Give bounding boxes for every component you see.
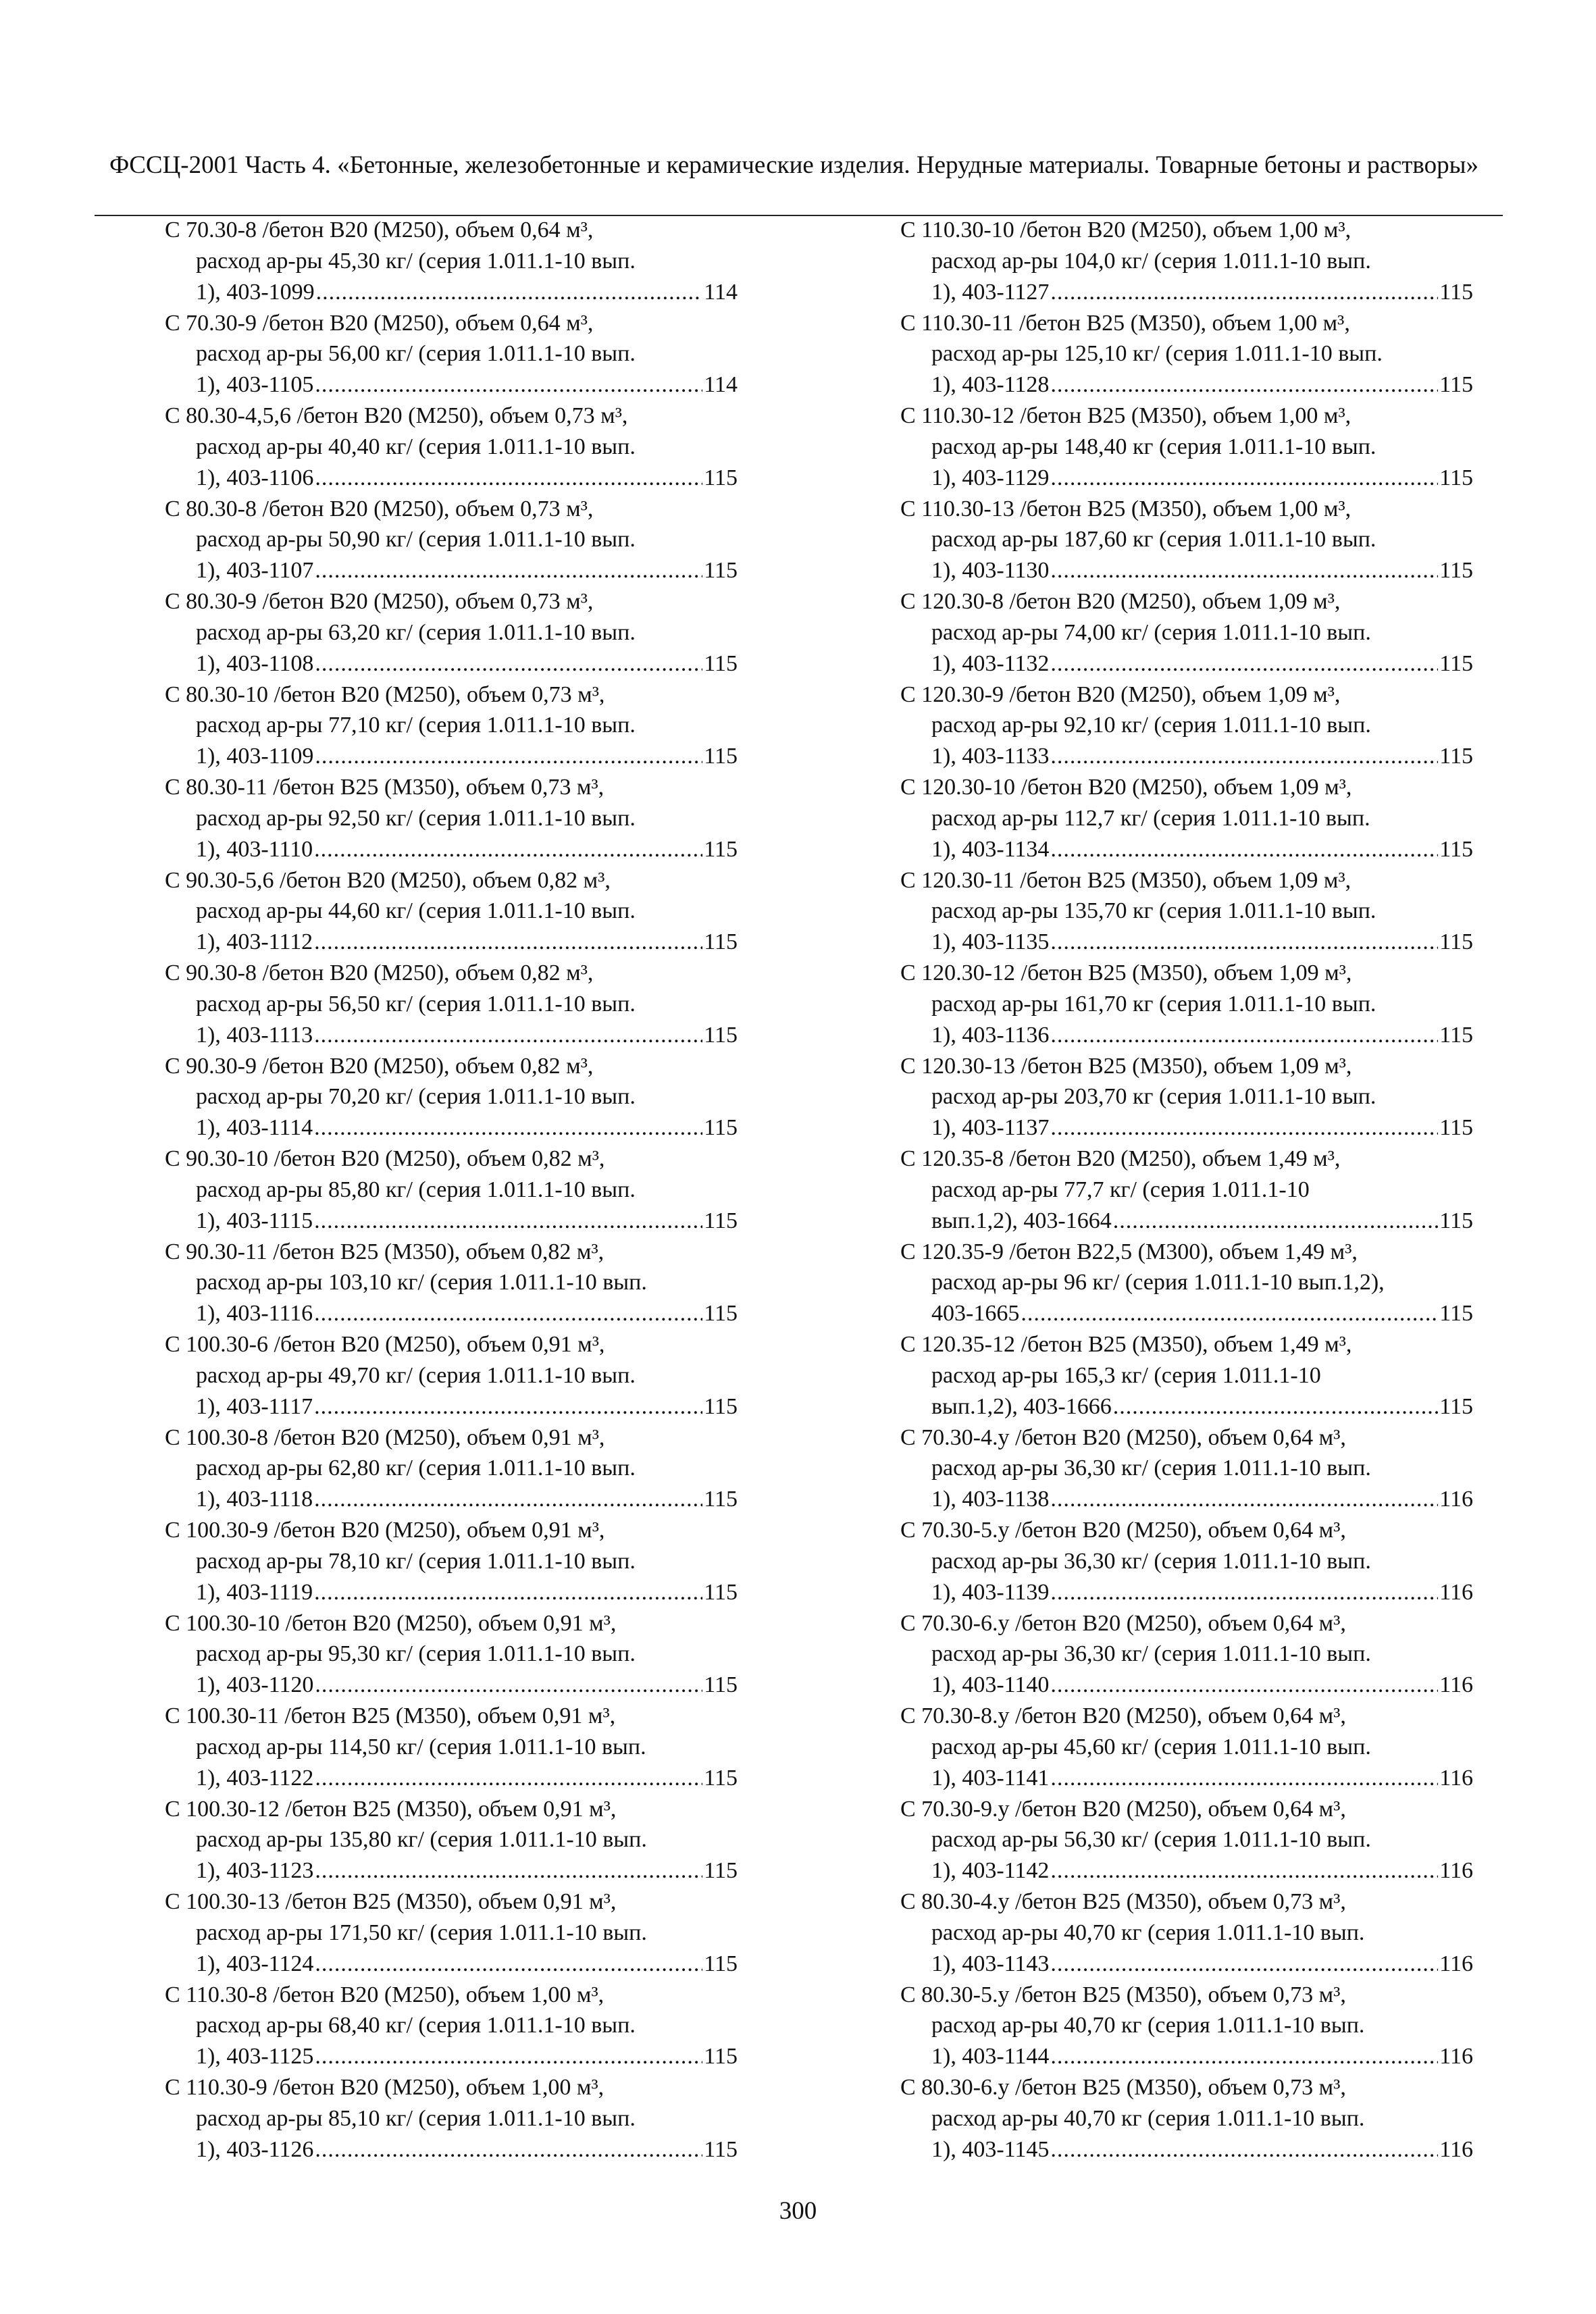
- entry-reinforcement: расход ар-ры 77,7 кг/ (серия 1.011.1-10: [931, 1177, 1310, 1202]
- entry-designation: С 90.30-10 /бетон В20 (М250), объем 0,82 м³,: [165, 1146, 605, 1171]
- index-entry: [165, 494, 738, 587]
- entry-code: 1), 403-1143: [931, 1951, 1050, 1976]
- entry-page-ref: 116: [1439, 2044, 1473, 2069]
- dot-leader: [315, 369, 702, 401]
- entry-designation: С 120.30-9 /бетон В20 (М250), объем 1,09 м³,: [900, 682, 1341, 707]
- entry-code: 1), 403-1105: [196, 372, 314, 398]
- entry-designation: С 120.30-12 /бетон В25 (М350), объем 1,09 м³,: [900, 960, 1352, 985]
- entry-designation: С 100.30-13 /бетон В25 (М350), объем 0,91 м³,: [165, 1889, 617, 1914]
- entry-code: 1), 403-1140: [931, 1672, 1050, 1698]
- entry-page-ref: 115: [704, 744, 738, 769]
- entry-code: 1), 403-1117: [196, 1393, 313, 1419]
- dot-leader: [1050, 1577, 1438, 1608]
- entry-code: 1), 403-1132: [931, 650, 1050, 676]
- dot-leader: [1113, 1391, 1439, 1422]
- entry-page-ref: 116: [1439, 1858, 1473, 1884]
- entry-page-ref: 114: [704, 279, 738, 305]
- entry-designation: С 100.30-8 /бетон В20 (М250), объем 0,91 м³,: [165, 1424, 605, 1450]
- entry-designation: С 70.30-6.у /бетон В20 (М250), объем 0,64 м³,: [900, 1610, 1346, 1636]
- index-entry: [165, 1422, 738, 1516]
- dot-leader: [1050, 1855, 1438, 1886]
- index-entry: [900, 1422, 1473, 1516]
- entry-page-ref: 115: [704, 1579, 738, 1605]
- entry-page-ref: 115: [1439, 650, 1473, 676]
- dot-leader: [314, 927, 702, 958]
- index-entry: [165, 1143, 738, 1237]
- entry-page-ref: 115: [704, 1672, 738, 1698]
- entry-designation: С 120.30-13 /бетон В25 (М350), объем 1,09 м³,: [900, 1053, 1352, 1079]
- entry-reinforcement: расход ар-ры 148,40 кг (серия 1.011.1-10 вып.: [931, 434, 1376, 459]
- entry-page-ref: 115: [704, 836, 738, 862]
- entry-reinforcement: расход ар-ры 49,70 кг/ (серия 1.011.1-10 вып.: [196, 1362, 636, 1388]
- entry-page-ref: 115: [704, 2136, 738, 2162]
- entry-page-ref: 116: [1439, 2136, 1473, 2162]
- entry-code: вып.1,2), 403-1664: [931, 1208, 1112, 1233]
- entry-code: 1), 403-1136: [931, 1022, 1050, 1048]
- entry-code: 1), 403-1106: [196, 465, 314, 490]
- entry-code: вып.1,2), 403-1666: [931, 1393, 1112, 1419]
- index-entry: [165, 215, 738, 308]
- entry-reinforcement: расход ар-ры 40,70 кг (серия 1.011.1-10 вып.: [931, 1920, 1365, 1945]
- entry-reinforcement: расход ар-ры 125,10 кг/ (серия 1.011.1-10 вып.: [931, 341, 1383, 367]
- index-entry: [165, 308, 738, 401]
- entry-page-ref: 115: [704, 465, 738, 490]
- entry-designation: С 110.30-8 /бетон В20 (М250), объем 1,00 м³,: [165, 1982, 604, 2007]
- entry-designation: С 120.35-12 /бетон В25 (М350), объем 1,49 м³,: [900, 1332, 1352, 1357]
- entry-page-ref: 116: [1439, 1579, 1473, 1605]
- entry-code: 1), 403-1108: [196, 650, 314, 676]
- entry-page-ref: 115: [704, 1858, 738, 1884]
- entry-page-ref: 115: [1439, 372, 1473, 398]
- dot-leader: [1050, 555, 1438, 586]
- entry-designation: С 70.30-8.у /бетон В20 (М250), объем 0,64 м³,: [900, 1703, 1346, 1728]
- entry-code: 1), 403-1124: [196, 1951, 314, 1976]
- entry-page-ref: 115: [704, 1951, 738, 1976]
- index-entry: [900, 1051, 1473, 1144]
- entry-code: 1), 403-1138: [931, 1487, 1050, 1512]
- entry-code: 1), 403-1116: [196, 1301, 313, 1327]
- dot-leader: [1050, 463, 1438, 494]
- entry-designation: С 100.30-11 /бетон В25 (М350), объем 0,91 м³,: [165, 1703, 616, 1728]
- dot-leader: [1050, 369, 1438, 401]
- entry-code: 1), 403-1135: [931, 929, 1050, 955]
- entry-page-ref: 115: [1439, 744, 1473, 769]
- entry-reinforcement: расход ар-ры 44,60 кг/ (серия 1.011.1-10 вып.: [196, 898, 636, 924]
- entry-code: 1), 403-1125: [196, 2044, 314, 2069]
- index-entry: [900, 586, 1473, 679]
- index-entry: [165, 772, 738, 865]
- dot-leader: [315, 1670, 702, 1701]
- index-entry: [165, 586, 738, 679]
- entry-designation: С 80.30-5.у /бетон В25 (М350), объем 0,73 м³,: [900, 1982, 1346, 2007]
- dot-leader: [315, 1949, 702, 1980]
- entry-page-ref: 115: [704, 1208, 738, 1233]
- entry-designation: С 70.30-9 /бетон В20 (М250), объем 0,64 м³,: [165, 310, 594, 336]
- entry-designation: С 100.30-9 /бетон В20 (М250), объем 0,91 м³,: [165, 1518, 605, 1543]
- dot-leader: [1050, 1670, 1438, 1701]
- index-entry: [900, 679, 1473, 773]
- entry-reinforcement: расход ар-ры 50,90 кг/ (серия 1.011.1-10 вып.: [196, 527, 636, 552]
- entry-page-ref: 115: [1439, 1393, 1473, 1419]
- entry-designation: С 110.30-12 /бетон В25 (М350), объем 1,00 м³,: [900, 403, 1352, 428]
- entry-reinforcement: расход ар-ры 85,10 кг/ (серия 1.011.1-10 вып.: [196, 2105, 636, 2131]
- index-entry: [165, 1608, 738, 1701]
- entry-reinforcement: расход ар-ры 95,30 кг/ (серия 1.011.1-10 вып.: [196, 1641, 636, 1667]
- entry-reinforcement: расход ар-ры 62,80 кг/ (серия 1.011.1-10 вып.: [196, 1456, 636, 1481]
- index-entry: [900, 308, 1473, 401]
- dot-leader: [1050, 741, 1438, 772]
- index-entry: [900, 215, 1473, 308]
- right-column: [900, 215, 1473, 2165]
- dot-leader: [314, 1577, 702, 1608]
- entry-reinforcement: расход ар-ры 56,50 кг/ (серия 1.011.1-10 вып.: [196, 991, 636, 1017]
- entry-page-ref: 115: [704, 1115, 738, 1141]
- entry-code: 1), 403-1129: [931, 465, 1050, 490]
- entry-reinforcement: расход ар-ры 85,80 кг/ (серия 1.011.1-10 вып.: [196, 1177, 636, 1202]
- entry-code: 1), 403-1126: [196, 2136, 314, 2162]
- entry-code: 1), 403-1127: [931, 279, 1050, 305]
- dot-leader: [315, 1855, 702, 1886]
- entry-reinforcement: расход ар-ры 104,0 кг/ (серия 1.011.1-10 вып.: [931, 248, 1371, 274]
- entry-reinforcement: расход ар-ры 203,70 кг (серия 1.011.1-10 вып.: [931, 1084, 1376, 1110]
- dot-leader: [1050, 834, 1438, 865]
- entry-designation: С 80.30-8 /бетон В20 (М250), объем 0,73 м³,: [165, 496, 594, 521]
- entry-reinforcement: расход ар-ры 161,70 кг (серия 1.011.1-10 вып.: [931, 991, 1376, 1017]
- entry-designation: С 80.30-10 /бетон В20 (М250), объем 0,73 м³,: [165, 682, 605, 707]
- entry-code: 1), 403-1130: [931, 558, 1050, 584]
- index-entry: [900, 1143, 1473, 1237]
- index-entry: [900, 1794, 1473, 1887]
- entry-code: 1), 403-1110: [196, 836, 313, 862]
- entry-designation: С 80.30-9 /бетон В20 (М250), объем 0,73 м³,: [165, 589, 594, 614]
- index-entry: [900, 1329, 1473, 1422]
- entry-reinforcement: расход ар-ры 92,50 кг/ (серия 1.011.1-10 вып.: [196, 805, 636, 831]
- entry-page-ref: 115: [704, 1022, 738, 1048]
- entry-reinforcement: расход ар-ры 74,00 кг/ (серия 1.011.1-10 вып.: [931, 619, 1371, 645]
- entry-page-ref: 116: [1439, 1672, 1473, 1698]
- entry-designation: С 100.30-10 /бетон В20 (М250), объем 0,91 м³,: [165, 1610, 617, 1636]
- index-entry: [900, 1515, 1473, 1608]
- dot-leader: [316, 277, 703, 308]
- dot-leader: [315, 555, 702, 586]
- index-entry: [900, 1701, 1473, 1794]
- dot-leader: [314, 834, 702, 865]
- dot-leader: [315, 2134, 702, 2165]
- entry-designation: С 90.30-9 /бетон В20 (М250), объем 0,82 м³,: [165, 1053, 594, 1079]
- dot-leader: [1050, 648, 1438, 679]
- entry-page-ref: 115: [704, 650, 738, 676]
- entry-page-ref: 115: [704, 2044, 738, 2069]
- entry-reinforcement: расход ар-ры 96 кг/ (серия 1.011.1-10 вып.1,2),: [931, 1270, 1385, 1295]
- entry-designation: С 120.35-8 /бетон В20 (М250), объем 1,49 м³,: [900, 1146, 1341, 1171]
- index-entry: [900, 772, 1473, 865]
- dot-leader: [1050, 277, 1438, 308]
- entry-reinforcement: расход ар-ры 92,10 кг/ (серия 1.011.1-10 вып.: [931, 713, 1371, 738]
- index-entry: [165, 2072, 738, 2165]
- entry-code: 1), 403-1109: [196, 744, 314, 769]
- entry-designation: С 80.30-4,5,6 /бетон В20 (М250), объем 0,73 м³,: [165, 403, 628, 428]
- index-entry: [900, 1980, 1473, 2073]
- dot-leader: [1050, 2041, 1438, 2072]
- entry-code: 1), 403-1119: [196, 1579, 313, 1605]
- page-number: 300: [779, 2197, 817, 2225]
- entry-code: 1), 403-1142: [931, 1858, 1050, 1884]
- dot-leader: [315, 463, 702, 494]
- index-entry: [165, 1701, 738, 1794]
- entry-code: 1), 403-1123: [196, 1858, 314, 1884]
- entry-reinforcement: расход ар-ры 56,30 кг/ (серия 1.011.1-10 вып.: [931, 1827, 1371, 1853]
- running-header: ФССЦ-2001 Часть 4. «Бетонные, железобетонные и керамические изделия. Нерудные материалы. Товарные бетоны и растворы»: [109, 151, 1478, 179]
- entry-code: 1), 403-1113: [196, 1022, 313, 1048]
- dot-leader: [1050, 2134, 1438, 2165]
- entry-page-ref: 115: [1439, 1022, 1473, 1048]
- index-entry: [165, 1980, 738, 2073]
- dot-leader: [314, 1298, 702, 1329]
- dot-leader: [314, 1112, 702, 1143]
- entry-designation: С 110.30-10 /бетон В20 (М250), объем 1,00 м³,: [900, 217, 1352, 242]
- dot-leader: [1021, 1298, 1438, 1329]
- dot-leader: [1050, 1020, 1438, 1051]
- entry-reinforcement: расход ар-ры 165,3 кг/ (серия 1.011.1-10: [931, 1362, 1321, 1388]
- entry-reinforcement: расход ар-ры 112,7 кг/ (серия 1.011.1-10 вып.: [931, 805, 1370, 831]
- entry-reinforcement: расход ар-ры 78,10 кг/ (серия 1.011.1-10 вып.: [196, 1548, 636, 1574]
- dot-leader: [314, 1484, 702, 1515]
- entry-reinforcement: расход ар-ры 40,70 кг (серия 1.011.1-10 вып.: [931, 2105, 1365, 2131]
- index-entry: [900, 1608, 1473, 1701]
- entry-page-ref: 115: [1439, 836, 1473, 862]
- entry-code: 403-1665: [931, 1301, 1020, 1327]
- entry-code: 1), 403-1144: [931, 2044, 1050, 2069]
- dot-leader: [1113, 1206, 1439, 1237]
- index-entry: [165, 958, 738, 1051]
- entry-reinforcement: расход ар-ры 135,80 кг/ (серия 1.011.1-10 вып.: [196, 1827, 647, 1853]
- dot-leader: [1050, 1484, 1438, 1515]
- entry-reinforcement: расход ар-ры 36,30 кг/ (серия 1.011.1-10 вып.: [931, 1641, 1371, 1667]
- entry-page-ref: 115: [1439, 1115, 1473, 1141]
- entry-code: 1), 403-1145: [931, 2136, 1050, 2162]
- entry-page-ref: 116: [1439, 1765, 1473, 1791]
- entry-page-ref: 115: [704, 1393, 738, 1419]
- dot-leader: [315, 648, 702, 679]
- entry-designation: С 70.30-5.у /бетон В20 (М250), объем 0,64 м³,: [900, 1518, 1346, 1543]
- entry-designation: С 70.30-8 /бетон В20 (М250), объем 0,64 м³,: [165, 217, 594, 242]
- index-entry: [165, 1237, 738, 1330]
- index-entry: [900, 865, 1473, 958]
- entry-designation: С 80.30-4.у /бетон В25 (М350), объем 0,73 м³,: [900, 1889, 1346, 1914]
- dot-leader: [314, 1206, 702, 1237]
- index-entry: [165, 1329, 738, 1422]
- entry-designation: С 120.30-8 /бетон В20 (М250), объем 1,09 м³,: [900, 589, 1341, 614]
- entry-reinforcement: расход ар-ры 103,10 кг/ (серия 1.011.1-10 вып.: [196, 1270, 647, 1295]
- entry-designation: С 120.30-11 /бетон В25 (М350), объем 1,09 м³,: [900, 867, 1352, 893]
- entry-reinforcement: расход ар-ры 135,70 кг (серия 1.011.1-10 вып.: [931, 898, 1376, 924]
- entry-reinforcement: расход ар-ры 40,40 кг/ (серия 1.011.1-10 вып.: [196, 434, 636, 459]
- dot-leader: [1050, 927, 1438, 958]
- index-entry: [165, 1886, 738, 1980]
- entry-code: 1), 403-1134: [931, 836, 1050, 862]
- entry-reinforcement: расход ар-ры 56,00 кг/ (серия 1.011.1-10 вып.: [196, 341, 636, 367]
- entry-code: 1), 403-1128: [931, 372, 1050, 398]
- entry-code: 1), 403-1133: [931, 744, 1050, 769]
- entry-designation: С 90.30-11 /бетон В25 (М350), объем 0,82 м³,: [165, 1239, 604, 1264]
- entry-designation: С 110.30-9 /бетон В20 (М250), объем 1,00 м³,: [165, 2075, 604, 2100]
- entry-code: 1), 403-1118: [196, 1487, 313, 1512]
- entry-reinforcement: расход ар-ры 114,50 кг/ (серия 1.011.1-10 вып.: [196, 1734, 646, 1759]
- index-entry: [165, 1515, 738, 1608]
- index-entry: [900, 1886, 1473, 1980]
- entry-page-ref: 115: [704, 1765, 738, 1791]
- entry-code: 1), 403-1112: [196, 929, 313, 955]
- entry-page-ref: 115: [704, 558, 738, 584]
- entry-page-ref: 115: [1439, 929, 1473, 955]
- index-entry: [165, 679, 738, 773]
- index-entry: [165, 1794, 738, 1887]
- entry-designation: С 110.30-13 /бетон В25 (М350), объем 1,00 м³,: [900, 496, 1352, 521]
- entry-designation: С 100.30-12 /бетон В25 (М350), объем 0,91 м³,: [165, 1796, 617, 1822]
- index-entry: [165, 1051, 738, 1144]
- left-column: [165, 215, 738, 2165]
- entry-page-ref: 115: [1439, 1208, 1473, 1233]
- dot-leader: [315, 2041, 702, 2072]
- dot-leader: [315, 741, 702, 772]
- dot-leader: [1050, 1763, 1438, 1794]
- index-entry: [165, 865, 738, 958]
- dot-leader: [1050, 1112, 1438, 1143]
- entry-designation: С 110.30-11 /бетон В25 (М350), объем 1,00 м³,: [900, 310, 1350, 336]
- entry-page-ref: 116: [1439, 1487, 1473, 1512]
- dot-leader: [1050, 1949, 1438, 1980]
- entry-designation: С 70.30-9.у /бетон В20 (М250), объем 0,64 м³,: [900, 1796, 1346, 1822]
- index-entry: [900, 1237, 1473, 1330]
- entry-page-ref: 115: [1439, 1301, 1473, 1327]
- index-entry: [165, 401, 738, 494]
- entry-code: 1), 403-1139: [931, 1579, 1050, 1605]
- entry-designation: С 120.30-10 /бетон В20 (М250), объем 1,09 м³,: [900, 775, 1352, 800]
- entry-code: 1), 403-1114: [196, 1115, 313, 1141]
- index-entry: [900, 958, 1473, 1051]
- entry-code: 1), 403-1141: [931, 1765, 1050, 1791]
- index-entry: [900, 401, 1473, 494]
- entry-page-ref: 115: [1439, 558, 1473, 584]
- entry-page-ref: 115: [704, 929, 738, 955]
- index-entry: [900, 2072, 1473, 2165]
- dot-leader: [314, 1391, 702, 1422]
- entry-designation: С 90.30-8 /бетон В20 (М250), объем 0,82 м³,: [165, 960, 594, 985]
- entry-designation: С 90.30-5,6 /бетон В20 (М250), объем 0,82 м³,: [165, 867, 611, 893]
- entry-code: 1), 403-1115: [196, 1208, 313, 1233]
- entry-reinforcement: расход ар-ры 36,30 кг/ (серия 1.011.1-10 вып.: [931, 1456, 1371, 1481]
- entry-reinforcement: расход ар-ры 70,20 кг/ (серия 1.011.1-10 вып.: [196, 1084, 636, 1110]
- entry-reinforcement: расход ар-ры 36,30 кг/ (серия 1.011.1-10 вып.: [931, 1548, 1371, 1574]
- entry-designation: С 80.30-11 /бетон В25 (М350), объем 0,73 м³,: [165, 775, 604, 800]
- entry-designation: С 100.30-6 /бетон В20 (М250), объем 0,91 м³,: [165, 1332, 605, 1357]
- index-entry: [900, 494, 1473, 587]
- entry-page-ref: 115: [704, 1301, 738, 1327]
- entry-reinforcement: расход ар-ры 63,20 кг/ (серия 1.011.1-10 вып.: [196, 619, 636, 645]
- entry-reinforcement: расход ар-ры 45,60 кг/ (серия 1.011.1-10 вып.: [931, 1734, 1371, 1759]
- entry-page-ref: 116: [1439, 1951, 1473, 1976]
- entry-reinforcement: расход ар-ры 45,30 кг/ (серия 1.011.1-10 вып.: [196, 248, 636, 274]
- entry-code: 1), 403-1107: [196, 558, 314, 584]
- entry-reinforcement: расход ар-ры 187,60 кг (серия 1.011.1-10 вып.: [931, 527, 1376, 552]
- entry-reinforcement: расход ар-ры 77,10 кг/ (серия 1.011.1-10 вып.: [196, 713, 636, 738]
- entry-code: 1), 403-1099: [196, 279, 315, 305]
- entry-designation: С 80.30-6.у /бетон В25 (М350), объем 0,73 м³,: [900, 2075, 1346, 2100]
- entry-page-ref: 115: [704, 1487, 738, 1512]
- entry-reinforcement: расход ар-ры 40,70 кг (серия 1.011.1-10 вып.: [931, 2013, 1365, 2038]
- entry-page-ref: 115: [1439, 465, 1473, 490]
- entry-code: 1), 403-1137: [931, 1115, 1050, 1141]
- entry-code: 1), 403-1122: [196, 1765, 314, 1791]
- entry-code: 1), 403-1120: [196, 1672, 314, 1698]
- entry-designation: С 120.35-9 /бетон В22,5 (М300), объем 1,49 м³,: [900, 1239, 1358, 1264]
- entry-page-ref: 115: [1439, 279, 1473, 305]
- dot-leader: [314, 1020, 702, 1051]
- entry-reinforcement: расход ар-ры 68,40 кг/ (серия 1.011.1-10 вып.: [196, 2013, 636, 2038]
- entry-designation: С 70.30-4.у /бетон В20 (М250), объем 0,64 м³,: [900, 1424, 1346, 1450]
- entry-reinforcement: расход ар-ры 171,50 кг/ (серия 1.011.1-10 вып.: [196, 1920, 647, 1945]
- dot-leader: [315, 1763, 702, 1794]
- entry-page-ref: 114: [704, 372, 738, 398]
